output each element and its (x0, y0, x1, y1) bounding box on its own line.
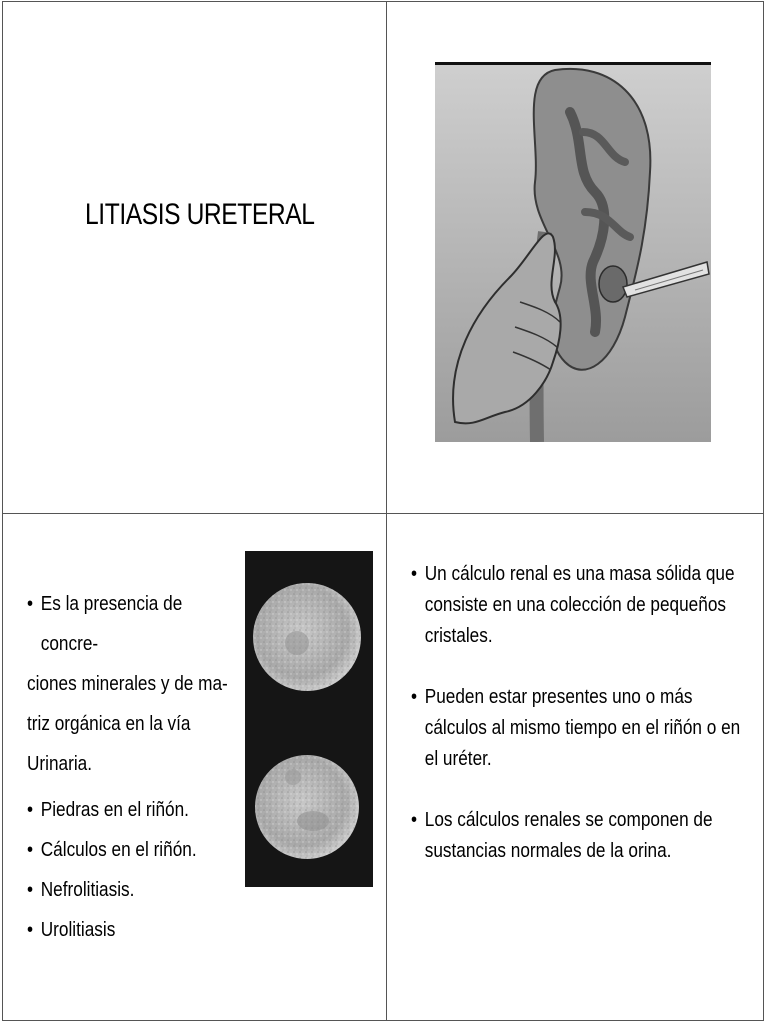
kidney-stones-photo (245, 551, 373, 887)
bullet-glyph: • (411, 809, 418, 831)
fact-line: consiste en una colección de pequeños (424, 594, 726, 616)
bullet-glyph: • (27, 919, 34, 941)
fact-line: sustancias normales de la orina. (424, 840, 672, 862)
fact-line: Un cálculo renal es una masa sólida que (424, 563, 735, 585)
fact-item (411, 682, 753, 775)
facts-list (411, 559, 753, 897)
bullet-glyph: • (411, 686, 418, 708)
fact-line: el uréter. (424, 748, 492, 770)
definition-continuation (27, 664, 238, 784)
definition-line: ciones minerales y de ma- (27, 673, 228, 695)
list-item (27, 790, 208, 830)
slide-4 (387, 514, 765, 1022)
stones-photo-svg (245, 551, 373, 887)
list-item-text: Piedras en el riñón. (40, 799, 189, 821)
definition-line: triz orgánica en la vía (27, 713, 191, 735)
definition-bullet (27, 584, 238, 664)
list-item-text: Nefrolitiasis. (40, 879, 135, 901)
bullet-glyph: • (411, 563, 418, 585)
slide-1 (3, 2, 386, 513)
list-item (27, 830, 208, 870)
fact-line: Los cálculos renales se componen de (424, 809, 713, 831)
fact-item (411, 559, 753, 652)
list-item-text: Urolitiasis (40, 919, 116, 941)
bullet-glyph: • (27, 799, 34, 821)
fact-line: cristales. (424, 625, 493, 647)
list-item (27, 870, 208, 910)
bullet-glyph: • (27, 839, 34, 861)
fact-line: Pueden estar presentes uno o más (424, 686, 693, 708)
definition-line: Es la presencia de concre- (40, 593, 183, 655)
definition-paragraph (27, 584, 238, 784)
kidney-surgery-illustration (435, 62, 711, 442)
kidney-illustration-svg (435, 62, 711, 442)
list-item-text: Cálculos en el riñón. (40, 839, 197, 861)
fact-item (411, 805, 753, 867)
fact-line: cálculos al mismo tiempo en el riñón o en (424, 717, 741, 739)
synonyms-list (27, 790, 208, 950)
slide-3 (3, 514, 386, 1022)
slide-2 (387, 2, 765, 513)
list-item (27, 910, 208, 950)
definition-line: Urinaria. (27, 753, 92, 775)
slide-title: LITIASIS URETERAL (85, 198, 315, 231)
bullet-glyph: • (27, 593, 34, 615)
handout-page (2, 1, 764, 1021)
bullet-glyph: • (27, 879, 34, 901)
